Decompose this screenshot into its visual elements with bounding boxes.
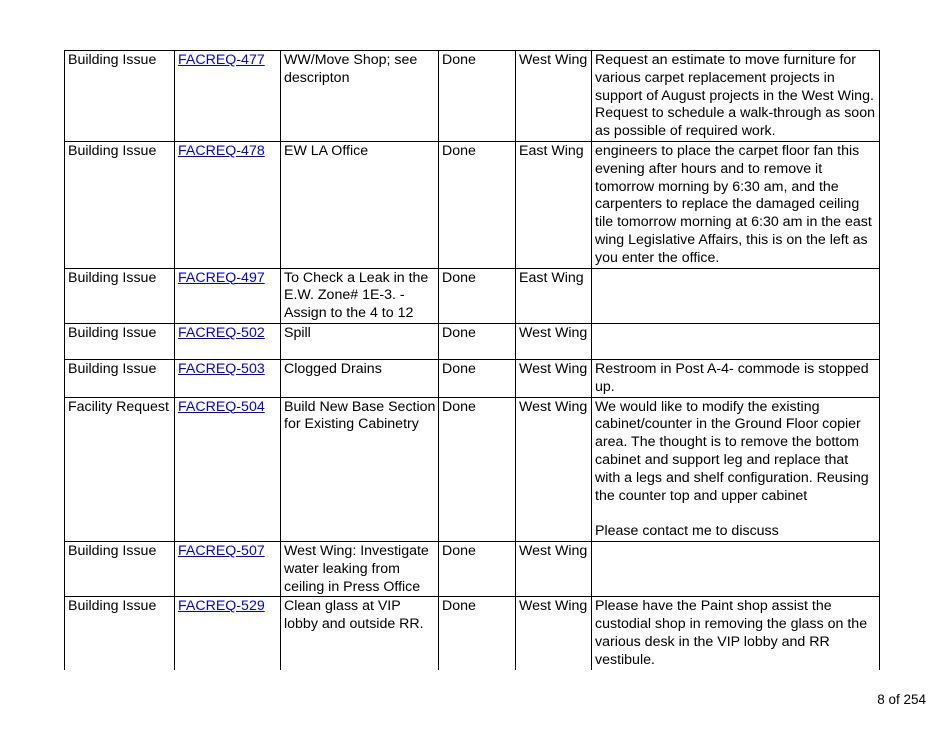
table-row — [65, 268, 880, 323]
request-status-cell: Done — [439, 397, 516, 541]
request-description-cell: Request an estimate to move furniture for various carpet replacement projects in support of August projects in the West Wing. Request to schedule a walk-through as soon as possible of required work. — [592, 51, 880, 142]
request-status-cell: Done — [439, 359, 516, 397]
request-type-cell: Building Issue — [65, 323, 175, 359]
table-row — [65, 323, 880, 359]
request-status-cell: Done — [439, 268, 516, 323]
request-status-cell: Done — [439, 323, 516, 359]
request-status-cell: Done — [439, 51, 516, 142]
request-description-cell — [592, 541, 880, 596]
request-description-cell: engineers to place the carpet floor fan this evening after hours and to remove it tomorrow morning by 6:30 am, and the carpenters to replace the damaged ceiling tile tomorrow morning at 6:30 am in the east wing Legislative Affairs, this is on the left as you enter the office. — [592, 141, 880, 268]
request-id-cell — [175, 51, 281, 142]
request-type-cell: Building Issue — [65, 359, 175, 397]
request-type-cell: Building Issue — [65, 541, 175, 596]
request-id-link[interactable]: FACREQ-507 — [178, 542, 265, 559]
request-type-cell: Building Issue — [65, 51, 175, 142]
request-location-cell: West Wing — [516, 541, 592, 596]
request-id-cell — [175, 397, 281, 541]
request-description-cell — [592, 323, 880, 359]
request-location-cell: West Wing — [516, 51, 592, 142]
request-description-cell — [592, 268, 880, 323]
request-type-cell: Building Issue — [65, 141, 175, 268]
request-summary-cell: To Check a Leak in the E.W. Zone# 1E-3. - Assign to the 4 to 12 — [281, 268, 439, 323]
request-location-cell: West Wing — [516, 323, 592, 359]
request-id-link[interactable]: FACREQ-529 — [178, 598, 265, 615]
request-id-cell — [175, 597, 281, 670]
request-summary-cell: Clean glass at VIP lobby and outside RR. — [281, 597, 439, 670]
request-location-cell: West Wing — [516, 359, 592, 397]
request-id-link[interactable]: FACREQ-502 — [178, 324, 265, 341]
request-type-cell: Building Issue — [65, 597, 175, 670]
table-row — [65, 141, 880, 268]
request-description-cell: We would like to modify the existing cabinet/counter in the Ground Floor copier area. The thought is to remove the bottom cabinet and support leg and replace that with a legs and shelf configuration. Reusing the counter top and upper cabinet Please contact me to discuss — [592, 397, 880, 541]
request-summary-cell: EW LA Office — [281, 141, 439, 268]
request-status-cell: Done — [439, 141, 516, 268]
request-id-link[interactable]: FACREQ-503 — [178, 360, 265, 377]
request-description-cell: Restroom in Post A-4- commode is stopped up. — [592, 359, 880, 397]
request-location-cell: East Wing — [516, 141, 592, 268]
request-location-cell: West Wing — [516, 597, 592, 670]
request-location-cell: East Wing — [516, 268, 592, 323]
request-summary-cell: Spill — [281, 323, 439, 359]
request-type-cell: Building Issue — [65, 268, 175, 323]
request-status-cell: Done — [439, 541, 516, 596]
request-id-cell — [175, 359, 281, 397]
request-id-cell — [175, 268, 281, 323]
table-row — [65, 359, 880, 397]
table-row — [65, 597, 880, 670]
request-status-cell: Done — [439, 597, 516, 670]
table-row — [65, 397, 880, 541]
request-summary-cell: WW/Move Shop; see descripton — [281, 51, 439, 142]
request-summary-cell: West Wing: Investigate water leaking from ceiling in Press Office — [281, 541, 439, 596]
request-id-link[interactable]: FACREQ-478 — [178, 142, 265, 159]
request-id-cell — [175, 323, 281, 359]
request-id-cell — [175, 141, 281, 268]
request-id-cell — [175, 541, 281, 596]
request-id-link[interactable]: FACREQ-504 — [178, 398, 265, 415]
request-summary-cell: Build New Base Section for Existing Cabinetry — [281, 397, 439, 541]
table-row — [65, 51, 880, 142]
page-number: 8 of 254 — [877, 692, 926, 707]
request-type-cell: Facility Request — [65, 397, 175, 541]
table-row — [65, 541, 880, 596]
request-description-cell: Please have the Paint shop assist the custodial shop in removing the glass on the various desk in the VIP lobby and RR vestibule. — [592, 597, 880, 670]
request-summary-cell: Clogged Drains — [281, 359, 439, 397]
request-location-cell: West Wing — [516, 397, 592, 541]
request-id-link[interactable]: FACREQ-497 — [178, 269, 265, 286]
request-id-link[interactable]: FACREQ-477 — [178, 52, 265, 68]
requests-table — [64, 50, 880, 670]
